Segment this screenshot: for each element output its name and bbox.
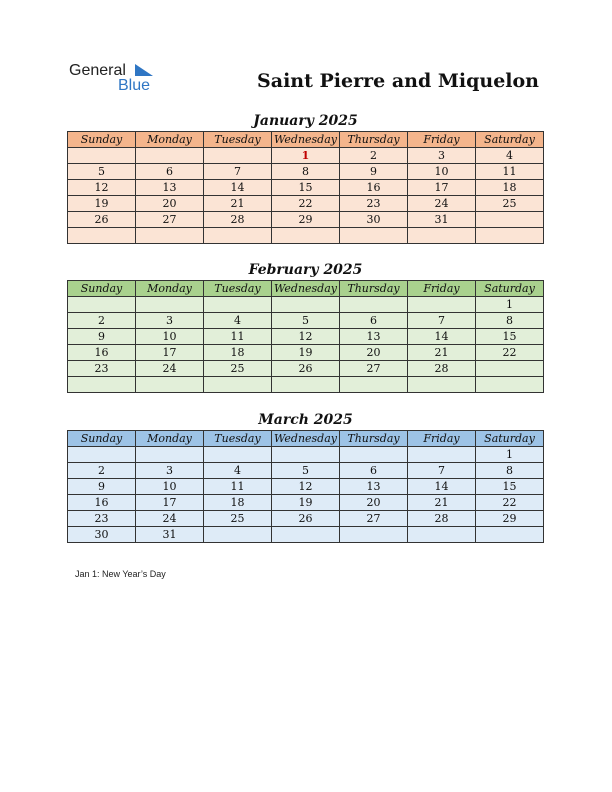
day-cell <box>68 148 136 164</box>
day-cell: 11 <box>476 164 544 180</box>
day-cell <box>136 377 204 393</box>
day-cell <box>272 297 340 313</box>
day-cell: 14 <box>408 329 476 345</box>
day-cell: 6 <box>340 313 408 329</box>
day-cell <box>408 297 476 313</box>
day-cell <box>68 377 136 393</box>
weekday-header: Monday <box>136 132 204 148</box>
day-cell: 18 <box>476 180 544 196</box>
day-cell: 5 <box>68 164 136 180</box>
day-cell: 5 <box>272 463 340 479</box>
day-cell: 7 <box>204 164 272 180</box>
day-cell: 5 <box>272 313 340 329</box>
day-cell: 16 <box>68 345 136 361</box>
day-cell: 25 <box>476 196 544 212</box>
weekday-header: Monday <box>136 431 204 447</box>
week-row <box>68 447 544 463</box>
day-cell: 16 <box>340 180 408 196</box>
day-cell <box>204 377 272 393</box>
week-row <box>68 228 544 244</box>
day-cell: 1 <box>476 447 544 463</box>
day-cell: 11 <box>204 329 272 345</box>
general-blue-logo <box>69 62 169 96</box>
day-cell: 1 <box>272 148 340 164</box>
day-cell <box>136 447 204 463</box>
day-cell <box>408 527 476 543</box>
day-cell: 11 <box>204 479 272 495</box>
day-cell <box>340 527 408 543</box>
day-cell <box>204 148 272 164</box>
day-cell: 3 <box>136 313 204 329</box>
weekday-header: Thursday <box>340 281 408 297</box>
weekday-header: Tuesday <box>204 281 272 297</box>
day-cell: 13 <box>340 479 408 495</box>
day-cell: 27 <box>340 511 408 527</box>
day-cell: 24 <box>136 511 204 527</box>
day-cell: 19 <box>272 345 340 361</box>
day-cell: 26 <box>272 361 340 377</box>
day-cell: 6 <box>340 463 408 479</box>
weekday-header: Sunday <box>68 132 136 148</box>
logo-triangle-icon <box>135 64 155 78</box>
logo-text-general: General <box>69 62 126 79</box>
day-cell: 17 <box>136 495 204 511</box>
weekday-header: Monday <box>136 281 204 297</box>
logo-text-blue: Blue <box>118 77 151 94</box>
day-cell: 27 <box>136 212 204 228</box>
day-cell: 21 <box>204 196 272 212</box>
day-cell <box>68 447 136 463</box>
weekday-header: Saturday <box>476 431 544 447</box>
day-cell <box>476 377 544 393</box>
weekday-header: Tuesday <box>204 431 272 447</box>
day-cell: 26 <box>68 212 136 228</box>
day-cell: 22 <box>476 345 544 361</box>
week-row <box>68 511 544 527</box>
month-march <box>67 410 544 543</box>
week-row <box>68 212 544 228</box>
week-row <box>68 463 544 479</box>
day-cell: 14 <box>204 180 272 196</box>
day-cell <box>408 447 476 463</box>
day-cell <box>204 297 272 313</box>
day-cell: 26 <box>272 511 340 527</box>
weekday-header: Friday <box>408 281 476 297</box>
weekday-header: Friday <box>408 431 476 447</box>
day-cell: 29 <box>272 212 340 228</box>
day-cell: 18 <box>204 345 272 361</box>
day-cell <box>136 297 204 313</box>
day-cell <box>340 377 408 393</box>
week-row <box>68 377 544 393</box>
day-cell: 27 <box>340 361 408 377</box>
weekday-header: Friday <box>408 132 476 148</box>
day-cell <box>204 447 272 463</box>
day-cell: 12 <box>272 329 340 345</box>
day-cell: 19 <box>272 495 340 511</box>
week-row <box>68 297 544 313</box>
day-cell: 2 <box>68 463 136 479</box>
day-cell: 4 <box>204 313 272 329</box>
day-cell: 15 <box>476 479 544 495</box>
day-cell: 1 <box>476 297 544 313</box>
calendar-table <box>67 131 544 244</box>
weekday-header: Thursday <box>340 132 408 148</box>
day-cell: 3 <box>136 463 204 479</box>
day-cell <box>272 527 340 543</box>
weekday-header: Sunday <box>68 281 136 297</box>
day-cell: 23 <box>340 196 408 212</box>
day-cell: 20 <box>340 345 408 361</box>
day-cell: 17 <box>136 345 204 361</box>
week-row <box>68 527 544 543</box>
week-row <box>68 164 544 180</box>
day-cell: 13 <box>340 329 408 345</box>
day-cell: 25 <box>204 511 272 527</box>
day-cell: 20 <box>340 495 408 511</box>
weekday-header: Thursday <box>340 431 408 447</box>
day-cell <box>272 447 340 463</box>
day-cell: 24 <box>136 361 204 377</box>
day-cell <box>340 297 408 313</box>
day-cell: 2 <box>68 313 136 329</box>
day-cell: 10 <box>136 479 204 495</box>
day-cell: 21 <box>408 495 476 511</box>
day-cell: 23 <box>68 361 136 377</box>
day-cell: 22 <box>476 495 544 511</box>
month-february <box>67 260 544 393</box>
weekday-header-row <box>68 281 544 297</box>
weekday-header: Wednesday <box>272 431 340 447</box>
day-cell <box>476 361 544 377</box>
day-cell: 24 <box>408 196 476 212</box>
day-cell: 29 <box>476 511 544 527</box>
weekday-header: Tuesday <box>204 132 272 148</box>
calendar-table <box>67 430 544 543</box>
day-cell: 12 <box>68 180 136 196</box>
weekday-header: Sunday <box>68 431 136 447</box>
month-title: February 2025 <box>248 262 363 278</box>
day-cell <box>68 297 136 313</box>
day-cell <box>136 148 204 164</box>
day-cell <box>476 527 544 543</box>
day-cell: 19 <box>68 196 136 212</box>
day-cell: 28 <box>408 361 476 377</box>
day-cell <box>476 228 544 244</box>
weekday-header: Wednesday <box>272 132 340 148</box>
day-cell: 31 <box>408 212 476 228</box>
day-cell: 30 <box>68 527 136 543</box>
day-cell <box>476 212 544 228</box>
month-title: March 2025 <box>258 412 353 428</box>
day-cell: 30 <box>340 212 408 228</box>
day-cell: 2 <box>340 148 408 164</box>
day-cell: 4 <box>476 148 544 164</box>
week-row <box>68 196 544 212</box>
day-cell: 9 <box>68 479 136 495</box>
week-row <box>68 361 544 377</box>
day-cell: 6 <box>136 164 204 180</box>
day-cell: 12 <box>272 479 340 495</box>
day-cell: 14 <box>408 479 476 495</box>
weekday-header: Wednesday <box>272 281 340 297</box>
page-title: Saint Pierre and Miquelon <box>257 70 539 92</box>
day-cell: 25 <box>204 361 272 377</box>
calendar-table <box>67 280 544 393</box>
day-cell: 10 <box>136 329 204 345</box>
day-cell <box>408 228 476 244</box>
day-cell: 7 <box>408 463 476 479</box>
weekday-header-row <box>68 431 544 447</box>
month-january <box>67 111 544 244</box>
day-cell <box>272 228 340 244</box>
day-cell: 28 <box>204 212 272 228</box>
day-cell: 28 <box>408 511 476 527</box>
day-cell: 18 <box>204 495 272 511</box>
day-cell: 15 <box>476 329 544 345</box>
day-cell: 9 <box>68 329 136 345</box>
day-cell: 8 <box>272 164 340 180</box>
week-row <box>68 479 544 495</box>
day-cell: 22 <box>272 196 340 212</box>
day-cell <box>340 447 408 463</box>
weekday-header: Saturday <box>476 281 544 297</box>
day-cell: 31 <box>136 527 204 543</box>
day-cell <box>136 228 204 244</box>
day-cell <box>408 377 476 393</box>
week-row <box>68 180 544 196</box>
day-cell <box>340 228 408 244</box>
holiday-note: Jan 1: New Year’s Day <box>75 569 166 579</box>
month-title: January 2025 <box>253 113 358 129</box>
day-cell: 8 <box>476 463 544 479</box>
weekday-header-row <box>68 132 544 148</box>
day-cell: 3 <box>408 148 476 164</box>
day-cell <box>68 228 136 244</box>
weekday-header: Saturday <box>476 132 544 148</box>
week-row <box>68 495 544 511</box>
day-cell: 17 <box>408 180 476 196</box>
day-cell: 4 <box>204 463 272 479</box>
day-cell <box>204 228 272 244</box>
day-cell: 7 <box>408 313 476 329</box>
day-cell: 13 <box>136 180 204 196</box>
day-cell: 15 <box>272 180 340 196</box>
day-cell: 10 <box>408 164 476 180</box>
day-cell <box>204 527 272 543</box>
day-cell: 23 <box>68 511 136 527</box>
week-row <box>68 345 544 361</box>
day-cell: 20 <box>136 196 204 212</box>
day-cell: 9 <box>340 164 408 180</box>
week-row <box>68 148 544 164</box>
day-cell: 8 <box>476 313 544 329</box>
week-row <box>68 329 544 345</box>
day-cell <box>272 377 340 393</box>
day-cell: 16 <box>68 495 136 511</box>
week-row <box>68 313 544 329</box>
day-cell: 21 <box>408 345 476 361</box>
